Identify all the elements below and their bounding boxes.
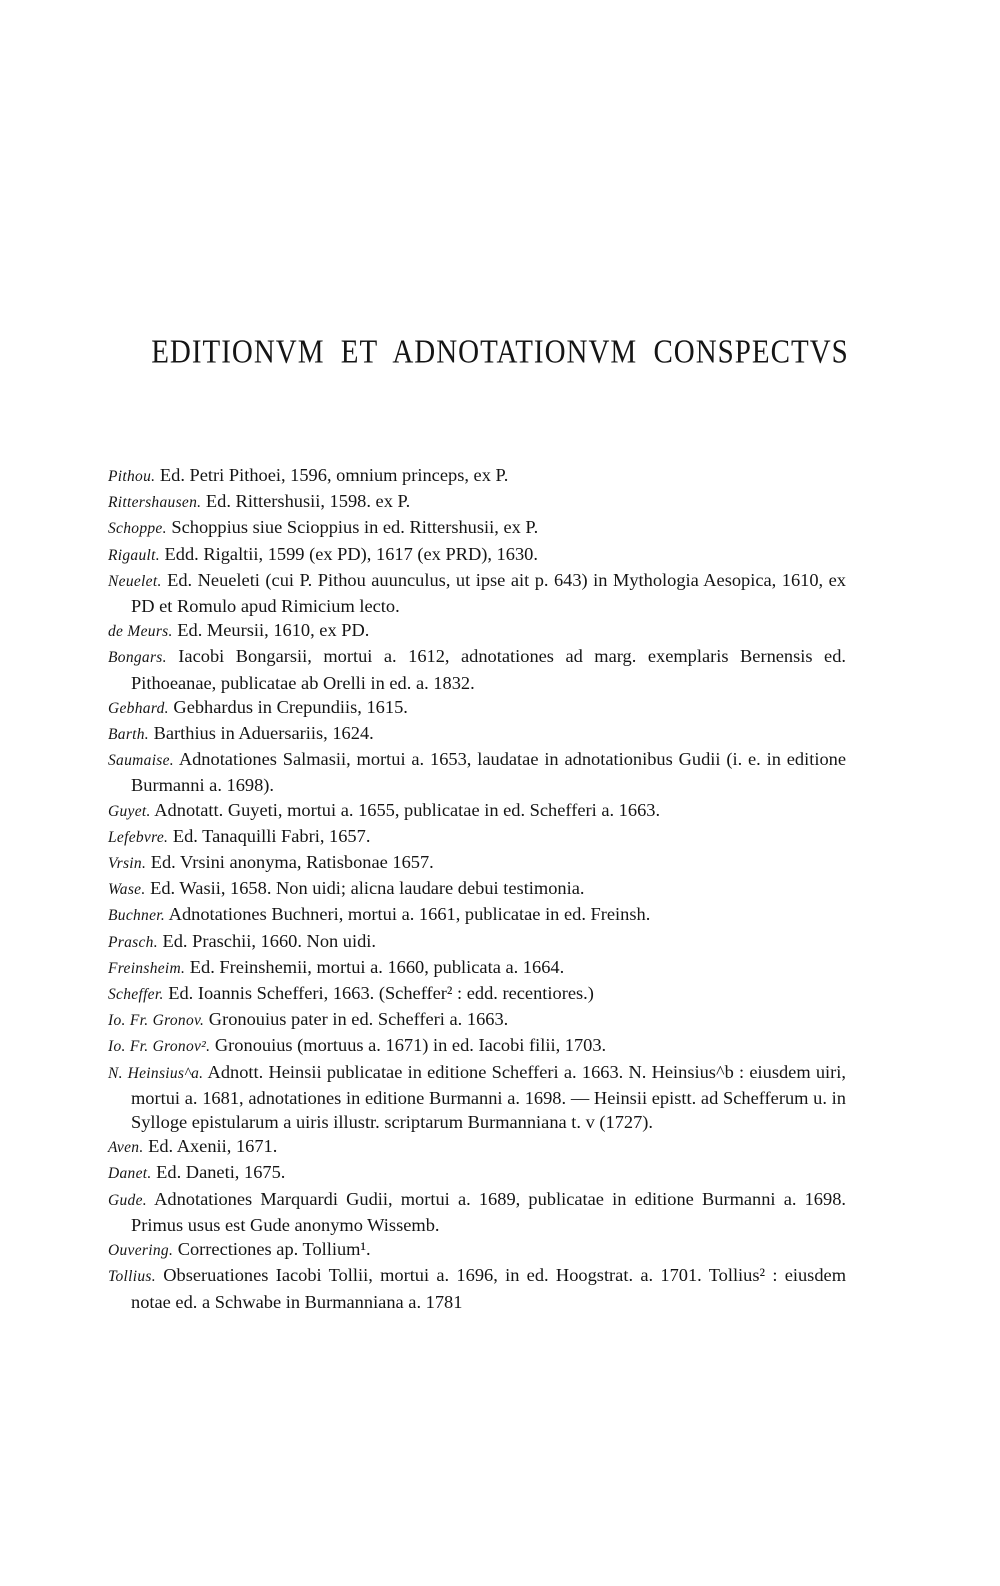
entry-text: Gronouius (mortuus a. 1671) in ed. Iacobi filii, 1703. <box>210 1035 607 1056</box>
entry-text: Barthius in Aduersariis, 1624. <box>148 723 374 744</box>
entry-text: Ed. Freinshemii, mortui a. 1660, publicata a. 1664. <box>185 956 565 977</box>
entry-text: Ed. Petri Pithoei, 1596, omnium princeps, ex P. <box>155 465 509 485</box>
entry-abbreviation: Vrsin. <box>108 855 147 873</box>
entry-text: Ed. Axenii, 1671. <box>143 1136 278 1157</box>
editions-list <box>108 463 846 1314</box>
entry-text: Ed. Daneti, 1675. <box>151 1162 286 1183</box>
entry-text: Adnotationes Salmasii, mortui a. 1653, laudatae in adnotationibus Gudii (i. e. in editione Burmanni a. 1698). <box>131 749 846 796</box>
entry-abbreviation: Aven. <box>108 1139 144 1157</box>
list-item <box>108 1187 846 1237</box>
entry-text: Correctiones ap. Tollium¹. <box>173 1239 371 1260</box>
entry-abbreviation: Danet. <box>108 1165 152 1183</box>
entry-text: Ed. Tanaquilli Fabri, 1657. <box>168 825 371 846</box>
entry-text: Ed. Vrsini anonyma, Ratisbonae 1657. <box>146 852 434 873</box>
list-item <box>108 568 846 618</box>
list-item <box>108 929 846 955</box>
entry-abbreviation: Tollius. <box>108 1268 156 1286</box>
entry-abbreviation: Ouvering. <box>108 1242 174 1260</box>
entry-text: Gebhardus in Crepundiis, 1615. <box>168 696 408 717</box>
entry-abbreviation: Gebhard. <box>108 699 169 717</box>
entry-text: Ed. Neueleti (cui P. Pithou auunculus, ut ipse ait p. 643) in Mythologia Aesopica, 1610, ex PD et Romulo apud Rimicium lecto. <box>131 569 846 617</box>
list-item <box>108 824 846 850</box>
list-item <box>108 747 846 797</box>
list-item <box>108 721 846 747</box>
entry-abbreviation: Io. Fr. Gronov. <box>108 1012 205 1030</box>
entry-text: Edd. Rigaltii, 1599 (ex PD), 1617 (ex PRD), 1630. <box>159 543 538 564</box>
list-item <box>108 644 846 694</box>
list-item <box>108 1134 846 1160</box>
list-item <box>108 542 846 568</box>
list-item <box>108 695 846 721</box>
entry-text: Schoppius siue Scioppius in ed. Rittershusii, ex P. <box>166 517 539 538</box>
list-item <box>108 489 846 515</box>
entry-abbreviation: de Meurs. <box>108 623 173 641</box>
list-item <box>108 1033 846 1059</box>
list-item <box>108 1263 846 1313</box>
entry-abbreviation: Guyet. <box>108 802 151 820</box>
entry-abbreviation: Barth. <box>108 726 149 744</box>
list-item <box>108 1160 846 1186</box>
list-item <box>108 463 846 489</box>
entry-text: Gronouius pater in ed. Schefferi a. 1663. <box>204 1009 509 1030</box>
list-item <box>108 955 846 981</box>
list-item <box>108 1007 846 1033</box>
entry-text: Adnott. Heinsii publicatae in editione Schefferi a. 1663. N. Heinsius^b : eiusdem uiri, mortui a. 1681, adnotationes in editione Burmanni a. 1698. — Heinsii epistt. ad Schefferum u. in Sylloge epistularum a uiris illustr. scriptarum Burmanniana t. v (1727). <box>131 1061 847 1133</box>
entry-text: Adnotatt. Guyeti, mortui a. 1655, publicatae in ed. Schefferi a. 1663. <box>150 799 661 820</box>
entry-text: Ed. Praschii, 1660. Non uidi. <box>157 930 377 951</box>
entry-text: Adnotationes Marquardi Gudii, mortui a. 1689, publicatae in editione Burmanni a. 1698. Primus usus est Gude anonymo Wissemb. <box>131 1188 846 1235</box>
entry-abbreviation: Pithou. <box>108 468 156 485</box>
list-item <box>108 902 846 928</box>
entry-abbreviation: Scheffer. <box>108 986 164 1004</box>
entry-abbreviation: Gude. <box>108 1191 147 1209</box>
list-item <box>108 618 846 644</box>
entry-text: Ed. Meursii, 1610, ex PD. <box>172 620 370 641</box>
list-item <box>108 850 846 876</box>
entry-text: Ed. Wasii, 1658. Non uidi; alicna laudare debui testimonia. <box>145 878 585 899</box>
entry-abbreviation: N. Heinsius^a. <box>108 1064 204 1082</box>
entry-abbreviation: Freinsheim. <box>108 959 186 977</box>
entry-abbreviation: Rigault. <box>108 546 160 564</box>
entry-abbreviation: Saumaise. <box>108 752 174 770</box>
entry-text: Adnotationes Buchneri, mortui a. 1661, publicatae in ed. Freinsh. <box>165 904 651 925</box>
list-item <box>108 1237 846 1263</box>
list-item <box>108 981 846 1007</box>
entry-abbreviation: Wase. <box>108 881 146 899</box>
entry-abbreviation: Bongars. <box>108 649 167 667</box>
entry-text: Iacobi Bongarsii, mortui a. 1612, adnotationes ad marg. exemplaris Bernensis ed. Pithoeanae, publicatae ab Orelli in ed. a. 1832. <box>131 646 846 693</box>
entry-text: Ed. Rittershusii, 1598. ex P. <box>201 491 411 512</box>
entry-text: Ed. Ioannis Schefferi, 1663. (Scheffer² : edd. recentiores.) <box>163 983 594 1004</box>
entry-abbreviation: Schoppe. <box>108 520 167 538</box>
entry-abbreviation: Lefebvre. <box>108 828 169 846</box>
entry-text: Obseruationes Iacobi Tollii, mortui a. 1696, in ed. Hoogstrat. a. 1701. Tollius² : eiusdem notae ed. a Schwabe in Burmanniana a. 1781 <box>131 1265 846 1312</box>
entry-abbreviation: Prasch. <box>108 933 158 951</box>
list-item <box>108 1060 846 1135</box>
entry-abbreviation: Buchner. <box>108 907 166 925</box>
list-item <box>108 515 846 541</box>
list-item <box>108 798 846 824</box>
entry-abbreviation: Neuelet. <box>108 572 162 590</box>
entry-abbreviation: Rittershausen. <box>108 494 202 512</box>
entry-abbreviation: Io. Fr. Gronov². <box>108 1038 211 1056</box>
list-item <box>108 876 846 902</box>
page-title: EDITIONVM ET ADNOTATIONVM CONSPECTVS <box>151 333 849 371</box>
